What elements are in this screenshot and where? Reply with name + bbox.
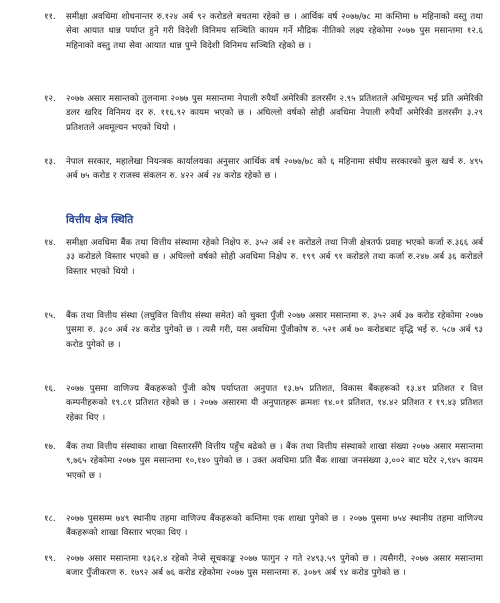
paragraph-number: १९. (44, 554, 56, 564)
paragraph-text: नेपाल सरकार, महालेखा नियन्त्रक कार्यालयका अनुसार आर्थिक वर्ष २०७७/७८ को ६ महिनामा संघीय सरकारको कुल खर्च रु. ४९५ अर्ब ७५ करोड र राजस्व संकलन रु. ४२२ अर्ब २४ करोड रहेको छ । (66, 157, 483, 182)
paragraph-text: २०७७ पुससम्म ७४९ स्थानीय तहमा वाणिज्य बैंकहरूको कम्तिमा एक शाखा पुगेको छ । २०७७ पुसमा ७५४ स्थानीय तहमा वाणिज्य बैंकहरूको शाखा विस्तार भएका थिए । (66, 514, 483, 539)
paragraph-number: १५. (44, 311, 56, 321)
paragraph-17 (44, 440, 482, 498)
paragraph-19 (44, 552, 482, 597)
paragraph-11 (44, 10, 482, 82)
paragraph-text: समीक्षा अवधिमा बैंक तथा वित्तीय संस्थामा रहेको निक्षेप रु. ३५२ अर्ब २१ करोडले तथा निजी क्षेत्रतर्फ प्रवाह भएको कर्जा रु.३६६ अर्ब ३३ करोडले विस्तार भएको छ । अघिल्लो वर्षको सोही अवधिमा निक्षेप रु. १९९ अर्ब ९१ करोडले तथा कर्जा रु.२४७ अर्ब ३६ करोडले विस्तार भएको थियो । (66, 238, 483, 277)
paragraph-text: २०७७ असार मसान्तमा १३६२.४ रहेको नेप्से सूचकाङ्क २०७७ फागुन २ गते २४९३.५९ पुगेको छ । त्यसैगरी, २०७७ असार मसान्तमा बजार पुँजीकरण रु. १७९२ अर्ब ७६ करोड रहेकोमा २०७७ पुस मसान्तमा रु. ३०७९ अर्ब ९४ करोड पुगेको छ । (66, 554, 483, 579)
paragraph-16 (44, 382, 482, 440)
paragraph-13 (44, 155, 482, 200)
paragraph-text: २०७७ असार मसान्तको तुलनामा २०७७ पुस मसान्तमा नेपाली रुपैयाँ अमेरिकी डलरसँग २.९५ प्रतिशतले अधिमूल्यन भई प्रति अमेरिकी डलर खरिद विनिमय दर रु. ११६.९२ कायम भएको छ । अघिल्लो वर्षको सोही अवधिमा नेपाली रुपैयाँ अमेरिकी डलरसँग ३.२९ प्रतिशतले अवमूल्यन भएको थियो । (66, 94, 483, 133)
paragraph-number: १८. (44, 514, 56, 524)
paragraph-15 (44, 309, 482, 367)
paragraph-number: १६. (44, 384, 56, 394)
paragraph-number: १७. (44, 442, 56, 452)
paragraph-14 (44, 236, 482, 294)
paragraph-number: ११. (44, 12, 56, 22)
paragraph-text: समीक्षा अवधिमा शोधनान्तर रु.१२४ अर्ब ९२ करोडले बचतमा रहेको छ । आर्थिक वर्ष २०७७/७८ मा कम्तिमा ७ महिनाको वस्तु तथा सेवा आयात धान्न पर्याप्त हुने गरी विदेशी विनिमय सञ्चिति कायम गर्ने मौद्रिक नीतिको लक्ष्य रहेकोमा २०७७ पुस मसान्तमा १२.६ महिनाको वस्तु तथा सेवा आयात धान्न पुग्ने विदेशी विनिमय सञ्चिति रहेको छ । (66, 12, 483, 51)
paragraph-text: २०७७ पुसमा वाणिज्य बैंकहरूको पुँजी कोष पर्याप्तता अनुपात १३.७५ प्रतिशत, विकास बैंकहरूको १३.४१ प्रतिशत र वित्त कम्पनीहरूको १९.८१ प्रतिशत रहेको छ । २०७७ असारमा यी अनुपातहरू क्रमशः १४.०१ प्रतिशत, १४.४२ प्रतिशत र १९.४३ प्रतिशत रहेका थिए । (66, 384, 483, 423)
paragraph-number: १२. (44, 94, 56, 104)
paragraph-18 (44, 512, 482, 542)
paragraph-text: बैंक तथा वित्तीय संस्था (लघुवित्त वित्तीय संस्था समेत) को चुक्ता पुँजी २०७७ असार मसान्तमा रु. ३५२ अर्ब ३७ करोड रहेकोमा २०७७ पुसमा रु. ३८० अर्ब २४ करोड पुगेको छ । त्यसै गरी, यस अवधिमा पुँजीकोष रु. ५२१ अर्ब ७० करोडबाट वृद्धि भई रु. ५८७ अर्ब ९३ करोड पुगेको छ । (66, 311, 483, 350)
paragraph-number: १३. (44, 157, 56, 167)
paragraph-number: १४. (44, 238, 56, 248)
paragraph-12 (44, 92, 482, 150)
paragraph-text: बैंक तथा वित्तीय संस्थाका शाखा विस्तारसँगै वित्तीय पहुँच बढेको छ । बैंक तथा वित्तीय संस्थाको शाखा संख्या २०७७ असार मसान्तमा ९,७६५ रहेकोमा २०७७ पुस मसान्तमा १०,१४० पुगेको छ । उक्त अवधिमा प्रति बैंक शाखा जनसंख्या ३,००२ बाट घटेर २,९४५ कायम भएको छ । (66, 442, 483, 481)
section-heading: वित्तीय क्षेत्र स्थिति (66, 214, 134, 226)
